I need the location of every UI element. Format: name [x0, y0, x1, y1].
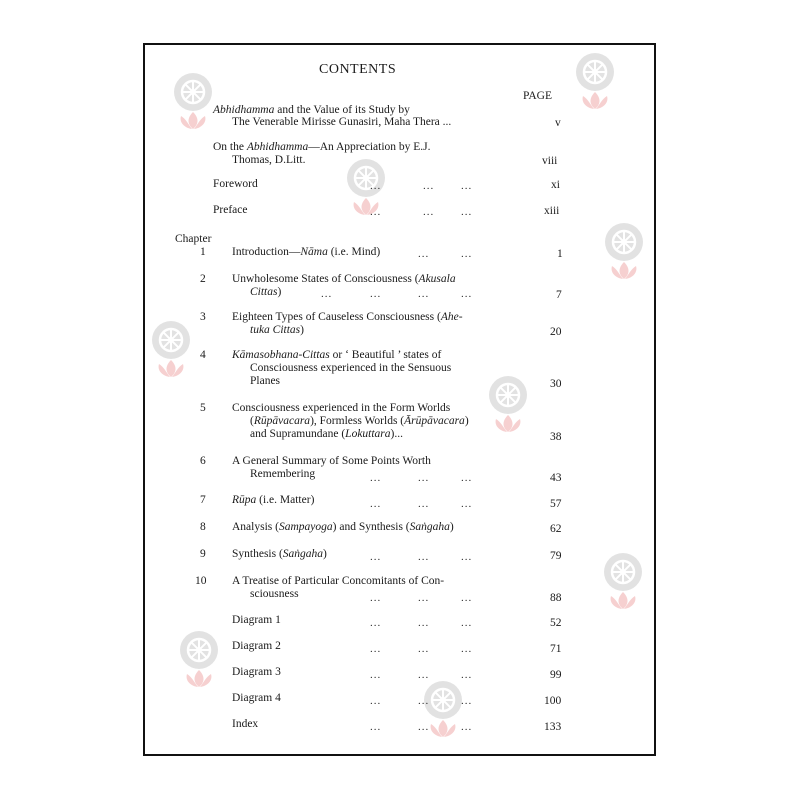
diagram-2-page: 71: [550, 643, 562, 655]
leader-dots: ...: [370, 180, 382, 192]
leader-dots: ...: [461, 248, 473, 260]
diagram-1-entry: Diagram 1: [232, 614, 281, 626]
chapter-9-page: 79: [550, 550, 562, 562]
chapter-column-label: Chapter: [175, 233, 212, 245]
diagram-4-page: 100: [544, 695, 562, 707]
chapter-4-title-line-3: Planes: [250, 375, 281, 387]
chapter-4-number: 4: [200, 349, 206, 361]
chapter-5-title-line-3: and Supramundane (Lokuttara)...: [250, 428, 404, 440]
chapter-6-page: 43: [550, 472, 562, 484]
leader-dots: ...: [461, 592, 473, 604]
diagram-2-entry: Diagram 2: [232, 640, 281, 652]
leader-dots: ...: [370, 498, 382, 510]
leader-dots: ...: [370, 669, 382, 681]
chapter-8-title: Analysis (Sampayoga) and Synthesis (Saṅgaha): [232, 521, 454, 533]
leader-dots: ...: [370, 288, 382, 300]
chapter-1-page: 1: [557, 248, 563, 260]
front-entry-foreword-page: xi: [551, 179, 560, 191]
leader-dots: ...: [461, 288, 473, 300]
leader-dots: ...: [461, 643, 473, 655]
chapter-7-page: 57: [550, 498, 562, 510]
leader-dots: ...: [461, 721, 473, 733]
chapter-8-number: 8: [200, 521, 206, 533]
chapter-5-number: 5: [200, 402, 206, 414]
leader-dots: ...: [461, 669, 473, 681]
chapter-6-title-line-2: Remembering: [250, 468, 316, 480]
leader-dots: ...: [461, 206, 473, 218]
chapter-9-number: 9: [200, 548, 206, 560]
leader-dots: ...: [418, 498, 430, 510]
leader-dots: ...: [461, 180, 473, 192]
front-entry-1-line-1: Abhidhamma and the Value of its Study by: [213, 104, 410, 116]
leader-dots: ...: [461, 617, 473, 629]
front-entry-2-line-2: Thomas, D.Litt.: [232, 154, 306, 166]
leader-dots: ...: [418, 617, 430, 629]
page-title: CONTENTS: [319, 62, 397, 77]
diagram-3-page: 99: [550, 669, 562, 681]
leader-dots: ...: [418, 695, 430, 707]
front-entry-2-line-1: On the Abhidhamma—An Appreciation by E.J.: [213, 141, 431, 153]
leader-dots: ...: [423, 206, 435, 218]
index-entry: Index: [232, 718, 259, 730]
leader-dots: ...: [321, 288, 333, 300]
chapter-4-page: 30: [550, 378, 562, 390]
leader-dots: ...: [370, 206, 382, 218]
leader-dots: ...: [461, 695, 473, 707]
chapter-10-number: 10: [195, 575, 207, 587]
leader-dots: ...: [418, 472, 430, 484]
chapter-10-title-line-1: A Treatise of Particular Concomitants of Con-: [232, 575, 445, 587]
chapter-3-page: 20: [550, 326, 562, 338]
chapter-6-number: 6: [200, 455, 206, 467]
front-entry-preface: Preface: [213, 204, 248, 216]
chapter-6-title-line-1: A General Summary of Some Points Worth: [232, 455, 431, 467]
front-entry-1-line-2: The Venerable Mirisse Gunasiri, Maha Thera ...: [232, 116, 452, 128]
front-entry-preface-page: xiii: [544, 205, 560, 217]
leader-dots: ...: [418, 669, 430, 681]
diagram-4-entry: Diagram 4: [232, 692, 281, 704]
chapter-1-number: 1: [200, 246, 206, 258]
diagram-3-entry: Diagram 3: [232, 666, 281, 678]
leader-dots: ...: [370, 721, 382, 733]
chapter-5-title-line-1: Consciousness experienced in the Form Worlds: [232, 402, 451, 414]
leader-dots: ...: [461, 551, 473, 563]
leader-dots: ...: [418, 288, 430, 300]
chapter-7-number: 7: [200, 494, 206, 506]
chapter-8-page: 62: [550, 523, 562, 535]
leader-dots: ...: [370, 551, 382, 563]
chapter-1-title: Introduction—Nāma (i.e. Mind): [232, 246, 381, 258]
leader-dots: ...: [370, 617, 382, 629]
chapter-10-page: 88: [550, 592, 562, 604]
chapter-4-title-line-1: Kāmasobhana-Cittas or ‘ Beautiful ’ states of: [232, 349, 442, 361]
leader-dots: ...: [370, 695, 382, 707]
leader-dots: ...: [418, 721, 430, 733]
chapter-10-title-line-2: sciousness: [250, 588, 299, 600]
leader-dots: ...: [418, 551, 430, 563]
index-page: 133: [544, 721, 562, 733]
leader-dots: ...: [370, 592, 382, 604]
front-entry-1-page: v: [555, 117, 561, 129]
front-entry-2-page: viii: [542, 155, 558, 167]
front-entry-foreword: Foreword: [213, 178, 258, 190]
page-column-label: PAGE: [523, 90, 552, 102]
chapter-3-title-line-2: tuka Cittas): [250, 324, 304, 336]
chapter-3-number: 3: [200, 311, 206, 323]
leader-dots: ...: [461, 472, 473, 484]
leader-dots: ...: [370, 643, 382, 655]
leader-dots: ...: [418, 643, 430, 655]
chapter-2-title-line-2: Cittas): [250, 286, 282, 298]
chapter-2-page: 7: [556, 289, 562, 301]
leader-dots: ...: [418, 592, 430, 604]
chapter-2-title-line-1: Unwholesome States of Consciousness (Akusala: [232, 273, 456, 285]
leader-dots: ...: [418, 248, 430, 260]
chapter-7-title: Rūpa (i.e. Matter): [232, 494, 315, 506]
chapter-5-page: 38: [550, 431, 562, 443]
chapter-5-title-line-2: (Rūpāvacara), Formless Worlds (Ārūpāvacara): [250, 415, 469, 427]
chapter-4-title-line-2: Consciousness experienced in the Sensuous: [250, 362, 452, 374]
leader-dots: ...: [370, 472, 382, 484]
diagram-1-page: 52: [550, 617, 562, 629]
leader-dots: ...: [423, 180, 435, 192]
leader-dots: ...: [461, 498, 473, 510]
chapter-2-number: 2: [200, 273, 206, 285]
chapter-9-title: Synthesis (Saṅgaha): [232, 548, 327, 560]
chapter-3-title-line-1: Eighteen Types of Causeless Consciousness (Ahe-: [232, 311, 463, 323]
